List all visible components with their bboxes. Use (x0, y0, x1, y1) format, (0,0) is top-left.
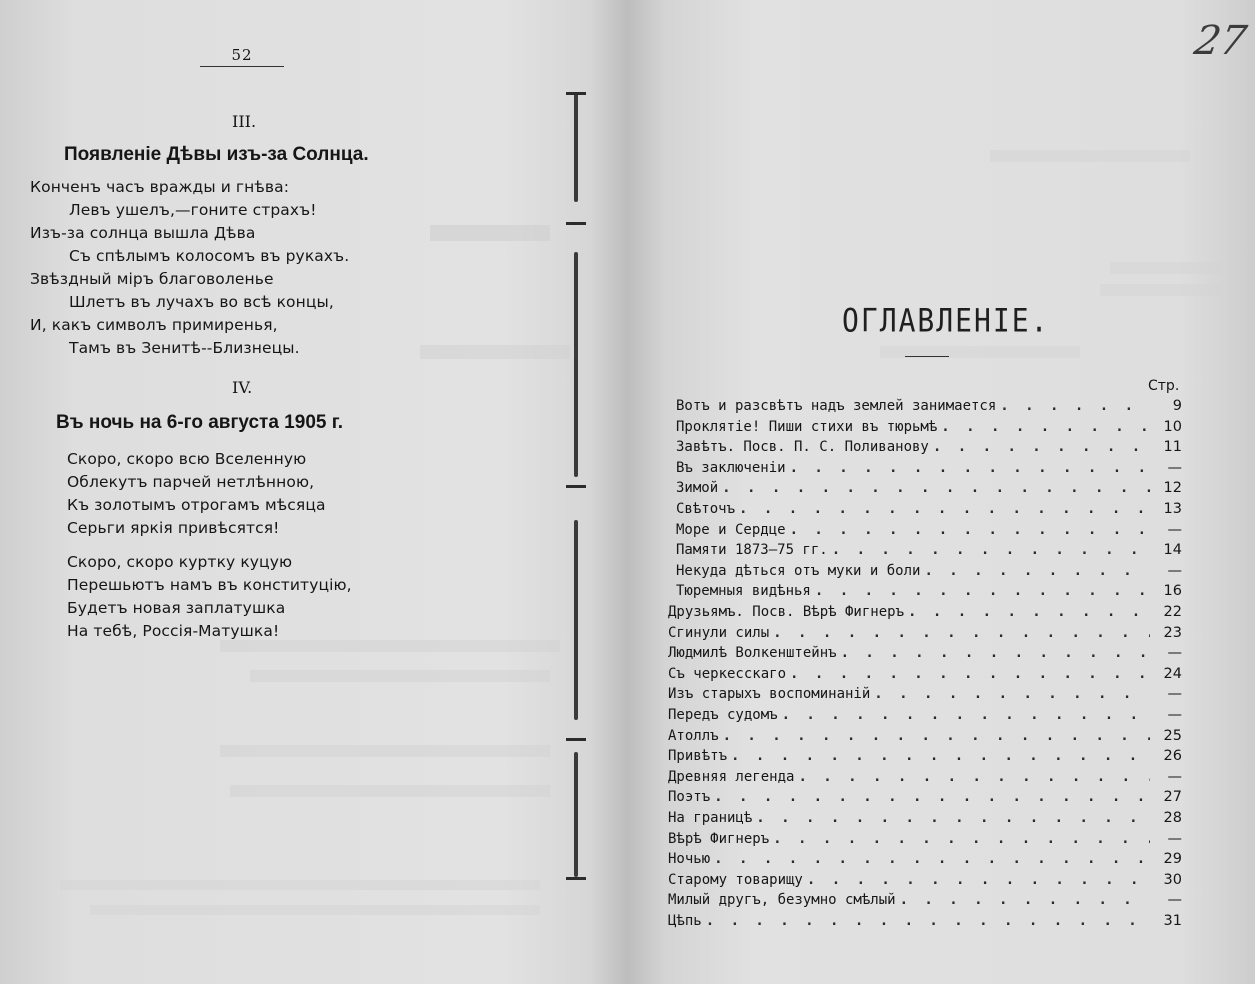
toc-entry-page: 28 (1163, 810, 1182, 826)
toc-entry-title: Поэтъ (668, 789, 711, 806)
toc-entry-page: — (1167, 707, 1182, 723)
section-number-four: IV. (232, 378, 253, 397)
toc-entry (668, 789, 1182, 809)
toc-entry-title: Милый другъ, безумно смѣлый (668, 892, 896, 909)
toc-entry (668, 913, 1182, 933)
toc-dot-leader (790, 666, 1150, 682)
toc-dot-leader (832, 542, 1150, 558)
toc-dot-leader (924, 563, 1150, 579)
poem-line: Звѣздный міръ благоволенье (30, 270, 274, 288)
toc-entry (676, 501, 1182, 521)
toc-dot-leader (756, 810, 1150, 826)
toc-entry-page: 10 (1163, 418, 1182, 435)
toc-entry-title: Атоллъ (668, 727, 719, 744)
toc-entry-title: Старому товарищу (668, 871, 803, 888)
toc-entry (676, 522, 1182, 542)
poem-line: Къ золотымъ отрогамъ мѣсяца (67, 496, 326, 514)
toc-entry-page: 22 (1163, 604, 1182, 620)
toc-entry-title: Тюремныя видѣнья (676, 583, 811, 600)
toc-dot-leader (798, 769, 1150, 785)
toc-entry (676, 419, 1182, 439)
toc-entry (676, 563, 1182, 583)
toc-dot-leader (815, 583, 1150, 599)
toc-entry-page: 27 (1163, 789, 1182, 806)
toc-entry (676, 480, 1182, 500)
toc-entry (676, 460, 1182, 480)
toc-dot-leader (790, 460, 1150, 476)
toc-entry-page: — (1167, 768, 1182, 785)
toc-entry-title: Древняя легенда (668, 768, 795, 785)
toc-dot-leader (933, 439, 1150, 455)
toc-entry-title: Ночью (668, 851, 711, 868)
toc-entry-title: Море и Сердце (676, 521, 786, 538)
page-number-rule (200, 66, 284, 67)
poem-line: Конченъ часъ вражды и гнѣва: (30, 178, 290, 196)
poem-line: Будетъ новая заплатушка (67, 599, 286, 617)
poem-line: Левъ ушелъ,—гоните страхъ! (69, 201, 317, 219)
toc-dot-leader (773, 625, 1150, 641)
toc-entry-page: — (1167, 892, 1182, 909)
toc-heading-rule (905, 356, 949, 357)
toc-entry-page: 14 (1163, 542, 1182, 559)
toc-entry-page: 11 (1163, 439, 1182, 456)
toc-dot-leader (773, 831, 1150, 847)
poem-line: Шлетъ въ лучахъ во всѣ концы, (69, 293, 334, 311)
toc-entry-page: 23 (1163, 624, 1182, 641)
toc-dot-leader (739, 501, 1150, 517)
poem-line: Облекутъ парчей нетлѣнною, (67, 473, 315, 491)
toc-entry-title: Зимой (676, 480, 719, 497)
toc-dot-leader (874, 686, 1150, 702)
toc-entry (676, 398, 1182, 418)
toc-entry-page: 31 (1163, 913, 1182, 929)
poem-line: Скоро, скоро куртку куцую (67, 553, 293, 571)
toc-entry-title: Памяти 1873—75 гг. (676, 542, 828, 559)
section-number-three: III. (232, 112, 257, 131)
toc-dot-leader (714, 851, 1150, 867)
toc-entry-page: 25 (1163, 727, 1182, 744)
toc-dot-leader (723, 728, 1150, 744)
toc-entry-page: 12 (1163, 480, 1182, 497)
toc-entry (668, 892, 1182, 912)
toc-entry-title: Вотъ и разсвѣтъ надъ землей занимается (676, 398, 997, 414)
toc-entry (676, 583, 1182, 603)
toc-entry-page: 26 (1163, 748, 1182, 765)
poem-line: На тебѣ, Россія-Матушка! (67, 622, 280, 640)
toc-dot-leader (782, 707, 1150, 723)
toc-entry (668, 686, 1182, 706)
toc-entry (668, 748, 1182, 768)
toc-dot-leader (706, 913, 1150, 929)
toc-entry-page: 29 (1163, 851, 1182, 868)
toc-entry (668, 707, 1182, 727)
toc-entry-title: На границѣ (668, 810, 753, 826)
page-column-label: Стр. (1148, 378, 1180, 394)
toc-dot-leader (941, 419, 1150, 435)
toc-entry-title: Сгинули силы (668, 624, 770, 641)
toc-entry-title: Вѣрѣ Фигнеръ (668, 830, 770, 847)
poem-title-four: Въ ночь на 6-го августа 1905 г. (56, 412, 344, 433)
toc-entry-title: Въ заключеніи (676, 459, 786, 476)
toc-entry-page: 13 (1163, 501, 1182, 517)
poem-line: Съ спѣлымъ колосомъ въ рукахъ. (69, 247, 350, 265)
poem-line: Тамъ въ Зенитѣ--Близнецы. (69, 339, 300, 357)
toc-entry-page: — (1167, 645, 1182, 662)
toc-entry-page: — (1167, 686, 1182, 703)
toc-entry-page: — (1167, 521, 1182, 538)
toc-dot-leader (790, 522, 1150, 538)
toc-entry-page: 24 (1163, 665, 1182, 682)
toc-entry-title: Передъ судомъ (668, 707, 778, 723)
toc-dot-leader (731, 748, 1150, 764)
toc-entry-title: Завѣтъ. Посв. П. С. Поливанову (676, 439, 929, 456)
toc-entry-title: Привѣтъ (668, 748, 728, 765)
toc-entry (668, 872, 1182, 892)
toc-entry-page: — (1167, 830, 1182, 847)
toc-entry-page: — (1167, 562, 1182, 579)
toc-dot-leader (807, 872, 1150, 888)
toc-entry-page: — (1167, 459, 1182, 476)
toc-entry-title: Проклятіе! Пиши стихи въ тюрьмѣ (676, 418, 938, 435)
toc-entry-title: Изъ старыхъ воспоминаній (668, 686, 871, 703)
toc-entry (668, 851, 1182, 871)
poem-line: Перешьютъ намъ въ конституцію, (67, 576, 352, 594)
toc-entry-title: Съ черкесскаго (668, 665, 787, 682)
toc-entry (668, 831, 1182, 851)
toc-dot-leader (900, 892, 1150, 908)
poem-line: Скоро, скоро всю Вселенную (67, 450, 307, 468)
toc-entry-title: Свѣточъ (676, 501, 736, 517)
toc-entry (676, 439, 1182, 459)
toc-dot-leader (714, 789, 1150, 805)
toc-dot-leader (841, 645, 1150, 661)
toc-heading: ОГЛАВЛЕНІЕ. (842, 301, 1050, 340)
toc-entry-title: Друзьямъ. Посв. Вѣрѣ Фигнеръ (668, 604, 905, 620)
toc-entry (668, 769, 1182, 789)
toc-entry-page: 16 (1163, 583, 1182, 600)
toc-entry (668, 728, 1182, 748)
poem-title-three: Появленіе Дѣвы изъ-за Солнца. (64, 144, 369, 165)
toc-dot-leader (722, 480, 1150, 496)
left-page (0, 0, 575, 984)
toc-entry (668, 645, 1182, 665)
toc-entry-page: 30 (1163, 871, 1182, 888)
handwritten-folio-number: 27 (1190, 18, 1250, 64)
poem-line: Серьги яркія привѣсятся! (67, 519, 280, 537)
toc-entry-title: Цѣпь (668, 913, 702, 929)
poem-line: И, какъ символъ примиренья, (30, 316, 278, 334)
toc-entry-title: Людмилѣ Волкенштейнъ (668, 645, 837, 662)
toc-dot-leader (908, 604, 1150, 620)
toc-entry (676, 542, 1182, 562)
toc-dot-leader (1000, 398, 1150, 414)
poem-line: Изъ-за солнца вышла Дѣва (30, 224, 256, 242)
toc-entry (668, 604, 1182, 624)
toc-entry-page: 9 (1172, 398, 1182, 414)
page-number: 52 (231, 46, 253, 64)
toc-entry (668, 666, 1182, 686)
toc-entry (668, 810, 1182, 830)
toc-entry-title: Некуда дѣться отъ муки и боли (676, 562, 921, 579)
toc-entry (668, 625, 1182, 645)
